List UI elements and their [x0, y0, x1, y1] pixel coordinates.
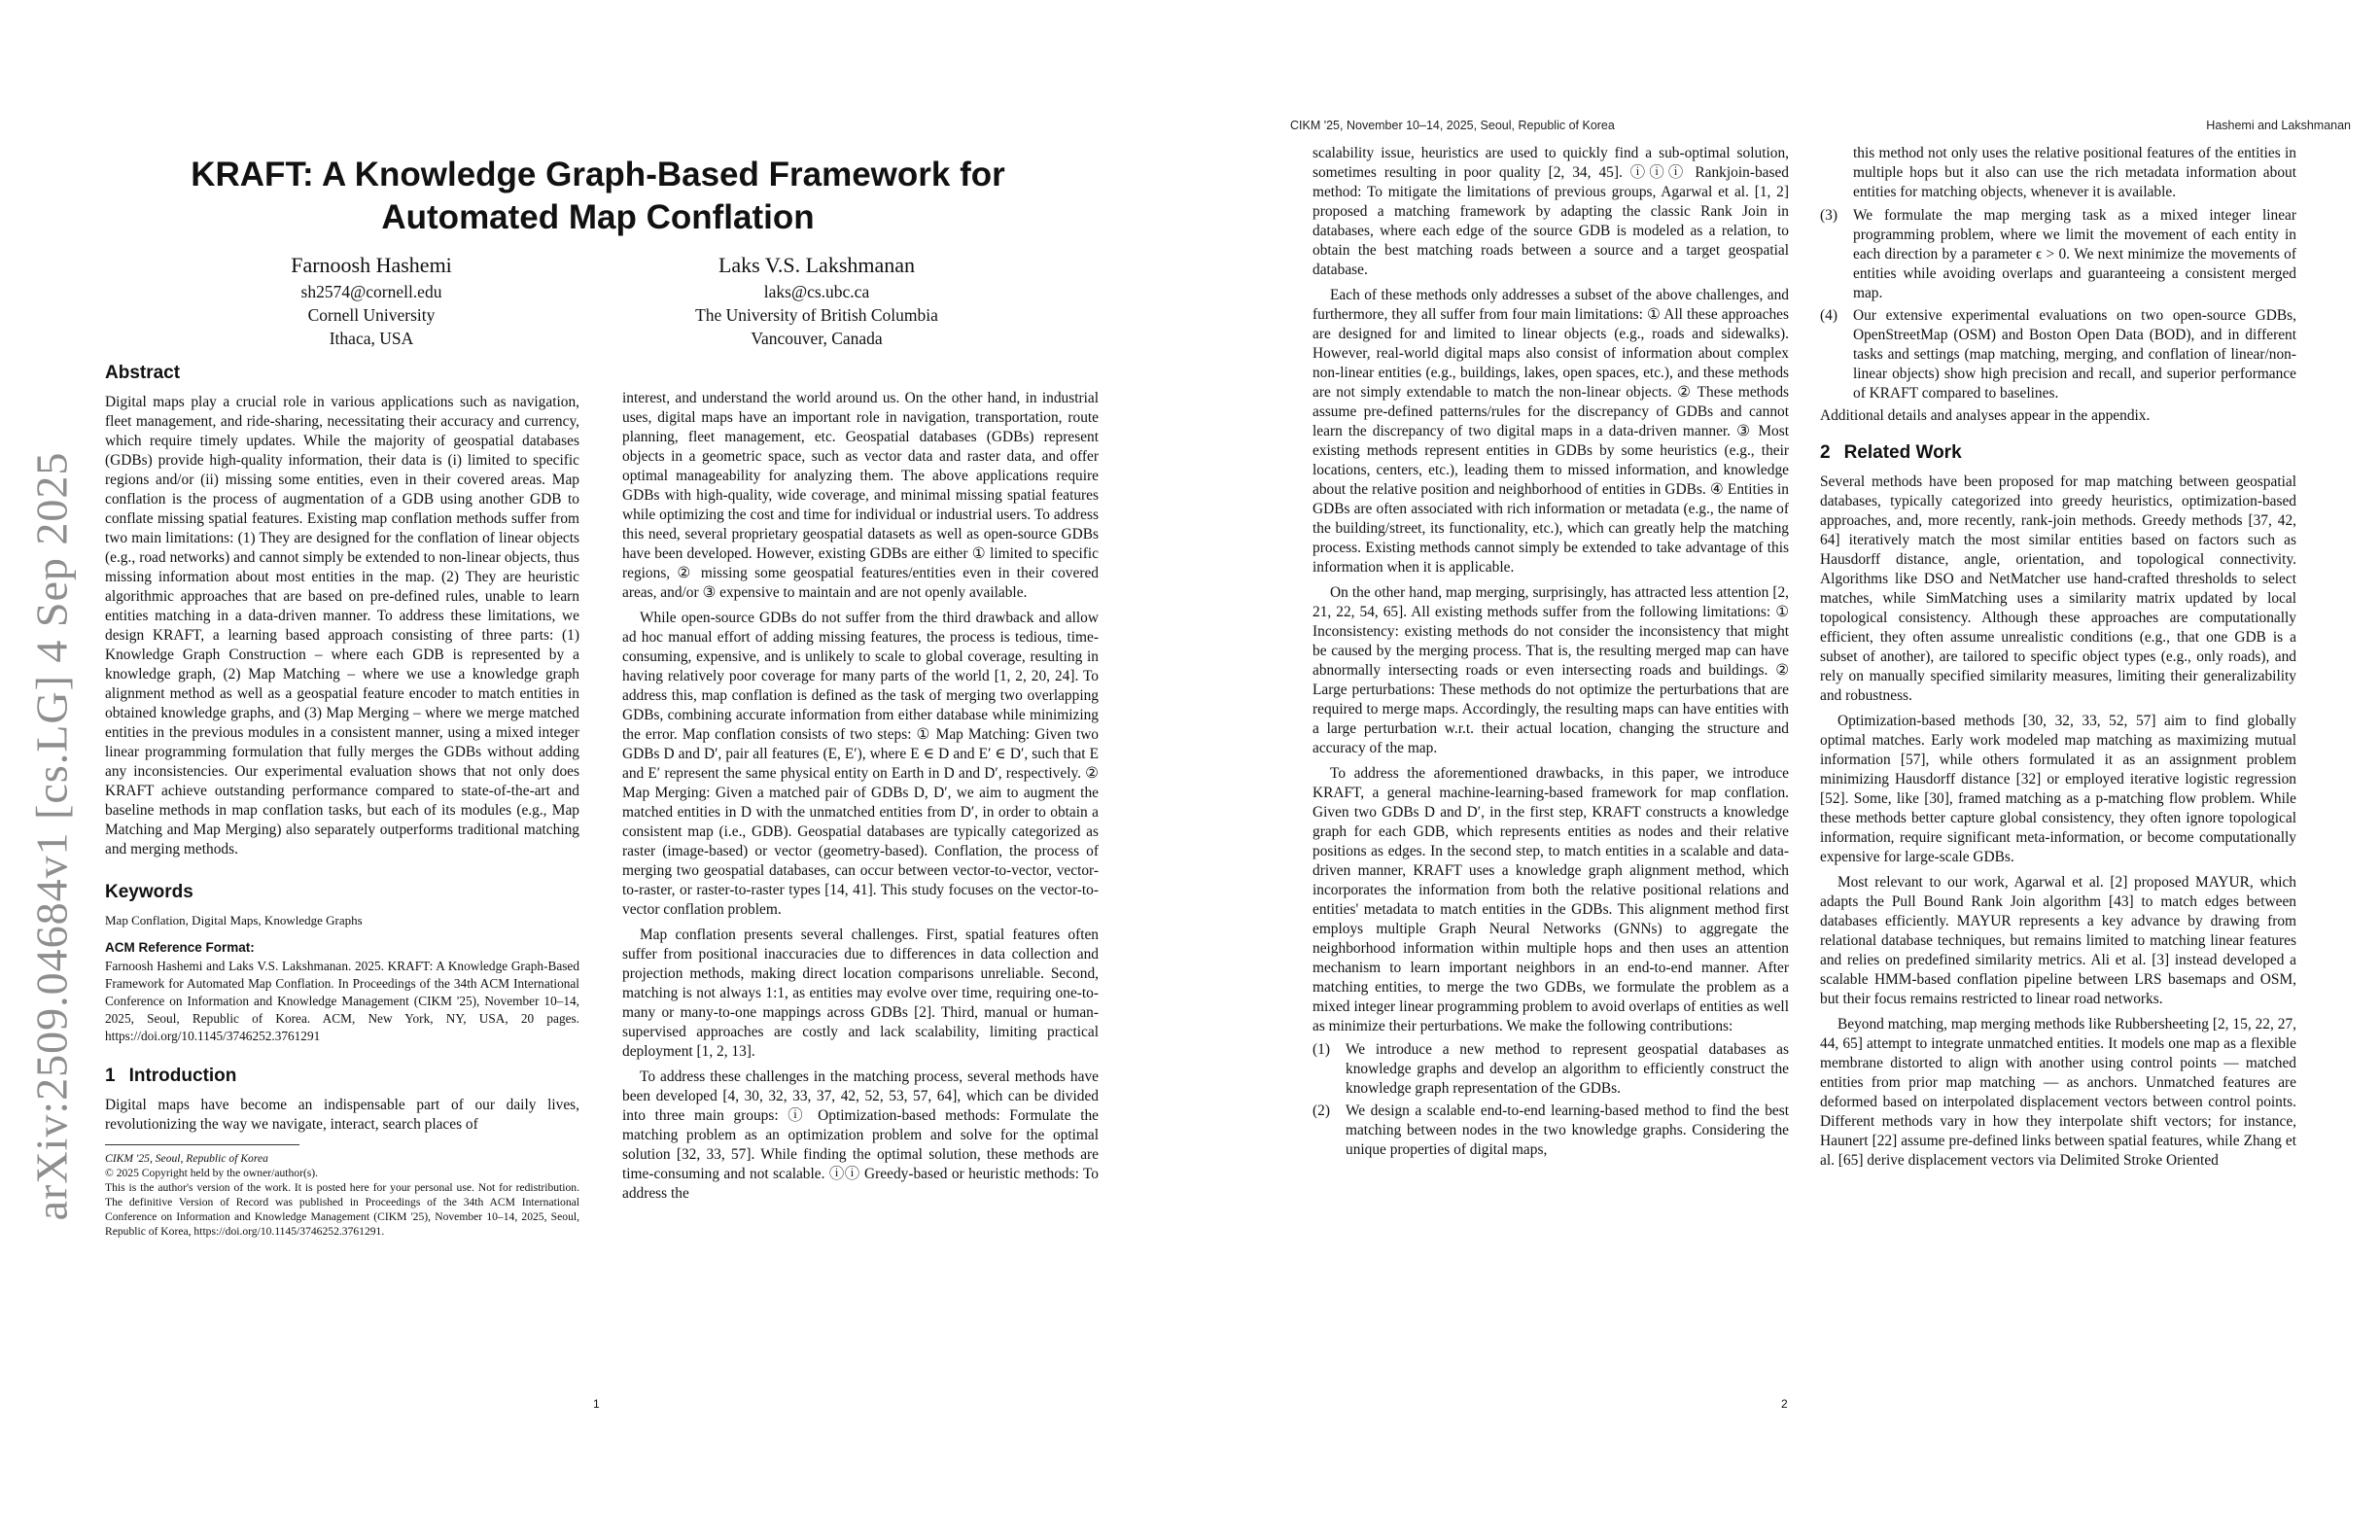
page1-right-column [622, 389, 1099, 1204]
paper-title: KRAFT: A Knowledge Graph-Based Framework for Automated Map Conflation [191, 156, 1005, 236]
author-email: sh2574@cornell.edu [300, 282, 442, 301]
body-paragraph: While open-source GDBs do not suffer from the third drawback and allow ad hoc manual effort of adding missing features, the process is tedious, time-consuming, expensive, and is unlikely to scale to global coverage, resulting in having relatively poor coverage for many parts of the world [1, 2, 20, 24]. To address this, map conflation is defined as the task of merging two overlapping GDBs, combining accurate information from either database while minimizing the error. Map conflation consists of two steps: ① Map Matching: Given two GDBs D and D′, pair all features (E, E′), where E ∈ D and E′ ∈ D′, such that E and E′ represent the same physical entity on Earth in D and D′, respectively. ② Map Merging: Given a matched pair of GDBs D, D′, we aim to augment the matched entities in D with the unmatched entities from D′, in order to obtain a consistent map (i.e., GDB). Geospatial databases are typically categorized as raster (image-based) or vector (geometry-based). Conflation, the process of merging two geospatial databases, can occur between vector-to-vector, vector-to-raster, or raster-to-raster types [14, 41]. This study focuses on the vector-to-vector conflation problem. [622, 610, 1099, 918]
footnote-venue: CIKM '25, Seoul, Republic of Korea [105, 1152, 268, 1165]
list-item [1820, 206, 2296, 303]
section-title: Related Work [1843, 442, 1962, 463]
abstract-heading: Abstract [105, 363, 181, 383]
related-work-heading [1820, 441, 2296, 465]
list-item-text: We design a scalable end-to-end learning-based method to find the best matching between nodes in the two knowledge graphs. Considering the unique properties of digital maps, [1346, 1102, 1789, 1158]
body-paragraph: Beyond matching, map merging methods like Rubbersheeting [2, 15, 22, 27, 44, 65] attempt to integrate unmatched entities. It models one map as a flexible membrane distorted to align with another using control points — matched entities from prior map matching — as anchors. Unmatched features are deformed based on interpolated displacement vectors between control points. Different methods vary in how they interpolate shift vectors; for instance, Haunert [22] assume pre-defined links between spatial features, while Zhang et al. [65] derive displacement vectors via Delimited Stroke Oriented [1820, 1016, 2296, 1169]
section-title: Introduction [128, 1066, 237, 1086]
running-head-left: CIKM '25, November 10–14, 2025, Seoul, Republic of Korea [1290, 119, 1615, 132]
list-number: (4) [1820, 307, 1838, 324]
arxiv-id: arXiv:2509.04684v1 [cs.LG] 4 Sep 2025 [26, 451, 77, 1221]
author-name: Laks V.S. Lakshmanan [718, 253, 916, 277]
body-paragraph: To address these challenges in the matching process, several methods have been developed [4, 30, 32, 33, 37, 42, 52, 53, 57, 64], which can be divided into three main groups: ⓘ Optimization-based methods: Formulate the matching problem as an optimization problem and solve for the optimal solution [32, 33, 57]. While finding the optimal solution, these methods are time-consuming and not scalable. ⓘⓘ Greedy-based or heuristic methods: To address the [622, 1068, 1099, 1202]
body-paragraph: Map conflation presents several challenges. First, spatial features often suffer from positional inaccuracies due to differences in data collection and projection methods, making direct location comparisons unreliable. Second, matching is not always 1:1, as entities may evolve over time, requiring one-to-many or many-to-one mappings across GDBs [2]. Third, manual or human-supervised approaches are costly and lack scalability, limiting practical deployment [1, 2, 13]. [622, 927, 1099, 1060]
author-block-2 [622, 251, 1011, 350]
page-number: 2 [1781, 1397, 1788, 1411]
body-paragraph: On the other hand, map merging, surprisingly, has attracted less attention [2, 21, 22, 54, 65]. All existing methods suffer from the following limitations: ① Inconsistency: existing methods do not consider the inconsistency that might be caused by the merging process. That is, the resulting merged map can have abnormally intersecting roads or even intersecting roads and buildings. ② Large perturbations: These methods do not optimize the perturbations that are required to merge maps. Accordingly, the resulting maps can have entities with a large perturbation w.r.t. their actual location, changing the structure and accuracy of the map. [1312, 584, 1789, 756]
body-paragraph: interest, and understand the world around us. On the other hand, in industrial uses, digital maps have an important role in navigation, transportation, route planning, fleet management, etc. Geospatial databases (GDBs) represent objects in a geometric space, such as vector data and raster data, and offer optimal manageability for analyzing them. The above applications require GDBs with high-quality, wide coverage, and minimal missing spatial features while optimizing the cost and time for individual or industrial users. To address this need, several proprietary geospatial datasets as well as open-source GDBs have been developed. However, existing GDBs are either ① limited to specific regions, ② missing some geospatial features/entities even in their covered areas, and/or ③ expensive to maintain and are not openly available. [622, 390, 1099, 601]
body-paragraph: scalability issue, heuristics are used to quickly find a sub-optimal solution, sometimes resulting in poor quality [2, 34, 45]. ⓘⓘⓘ Rankjoin-based method: To mitigate the limitations of previous groups, Agarwal et al. [1, 2] proposed a matching framework by adapting the classic Rank Join in databases, where each edge of the source GDB is modeled as a relation, to obtain the best matching roads between a source and a target geospatial database. [1312, 145, 1789, 278]
list-item [1312, 1102, 1789, 1160]
list-item-text: We formulate the map merging task as a mixed integer linear programming problem, where we limit the movement of each entity in each direction by a parameter ϵ > 0. We next minimize the movements of entities while avoiding overlaps and guaranteeing a consistent merged map. [1853, 207, 2296, 301]
author-affiliation: The University of British Columbia [695, 305, 938, 325]
footnote-rule [105, 1144, 299, 1145]
body-paragraph: Most relevant to our work, Agarwal et al. [2] proposed MAYUR, which adapts the Pull Bound Rank Join algorithm [43] to match edges between databases efficiently. MAYUR represents a key advance by drawing from relational database techniques, but remains limited to matching linear features and relies on predefined similarity metrics. Ali et al. [3] instead developed a scalable HMM-based conflation pipeline between LRS basemaps and OSM, but their focus remains restricted to linear road networks. [1820, 874, 2296, 1007]
abstract-text: Digital maps play a crucial role in various applications such as navigation, fleet management, and ride-sharing, necessitating their accuracy and currency, which require timely updates. While the majority of geospatial databases (GDBs) provide high-quality information, their data is (i) limited to specific regions and/or (ii) missing some entities, even in their covered areas. Map conflation is the process of augmentation of a GDB using another GDB to conflate missing spatial features. Existing map conflation methods suffer from two main limitations: (1) They are designed for the conflation of linear objects (e.g., road networks) and cannot simply be extended to non-linear objects, thus missing information about most entities in the map. (2) They are heuristic algorithmic approaches that are based on pre-defined rules, unable to learn entities matching in a data-driven manner. To address these limitations, we design KRAFT, a learning based approach consisting of three parts: (1) Knowledge Graph Construction – where each GDB is represented by a knowledge graph, (2) Map Matching – where we use a knowledge graph alignment method as well as a geospatial feature encoder to match entities in obtained knowledge graphs, and (3) Map Merging – where we merge matched entities in the previous modules in a consistent manner, using a mixed integer linear programming formulation that fully merges the GDBs without adding any inconsistencies. Our experimental evaluation shows that not only does KRAFT achieve outstanding performance compared to state-of-the-art and baseline methods in map conflation tasks, but each of its modules (e.g., Map Matching and Map Merging) also separately outperforms traditional matching and merging methods. [105, 394, 579, 858]
list-item [1820, 306, 2296, 403]
footnote-copyright: © 2025 Copyright held by the owner/author(s). [105, 1167, 319, 1179]
section-number: 1 [105, 1066, 116, 1086]
body-paragraph: Each of these methods only addresses a subset of the above challenges, and furthermore, they all suffer from four main limitations: ① All these approaches are designed for and limited to linear objects (e.g., roads and sidewalks). However, real-world digital maps also consist of information about complex non-linear entities (e.g., buildings, lakes, open spaces, etc.), and these methods are not simply extendable to match the non-linear objects. ② These methods assume pre-defined patterns/rules for the discrepancy of GDBs and cannot learn the discrepancy of two digital maps in a data-driven manner. ③ Most existing methods represent entities in GDBs by some heuristics (e.g., their locations, centers, etc.), leading them to missed information, and knowledge about the relative position and neighborhood of entities in GDBs. ④ Entities in GDBs are often associated with rich information or metadata (e.g., the name of the building/street, its functionality, etc.), which can greatly help the matching process. Existing methods cannot simply be extended to take advantage of this information when it is applicable. [1312, 287, 1789, 576]
keywords-heading: Keywords [105, 882, 193, 902]
contributions-list-continued [1820, 206, 2296, 403]
author-location: Vancouver, Canada [751, 329, 883, 348]
list-item [1312, 1040, 1789, 1099]
keywords-text: Map Conflation, Digital Maps, Knowledge Graphs [105, 913, 363, 928]
list-number: (1) [1312, 1041, 1330, 1058]
list-item-text: We introduce a new method to represent geospatial databases as knowledge graphs and develop an algorithm to efficiently construct the knowledge graph representation of the GDBs. [1346, 1041, 1789, 1097]
footnote-text: This is the author's version of the work. It is posted here for your personal use. Not for redistribution. The definitive Version of Record was published in Proceedings of the 34th ACM International Conference on Information and Knowledge Management (CIKM '25), November 10–14, 2025, Seoul, Republic of Korea, https://doi.org/10.1145/3746252.3761291. [105, 1181, 579, 1238]
author-block-1 [177, 251, 566, 350]
list-item-text: Our extensive experimental evaluations on two open-source GDBs, OpenStreetMap (OSM) and Boston Open Data (BOD), and in different tasks and settings (map matching, merging, and conflation of linear/non-linear objects) show high precision and recall, and superior performance of KRAFT compared to baselines. [1853, 307, 2296, 402]
running-head-right: Hashemi and Lakshmanan [2206, 119, 2351, 132]
paper-page-2 [1190, 0, 2380, 1540]
body-paragraph: Several methods have been proposed for map matching between geospatial databases, typically categorized into greedy heuristics, optimization-based approaches, and, more recently, rank-join methods. Greedy methods [37, 42, 64] iteratively match the most similar entities based on factors such as Hausdorff distance, angle, orientation, and topological connectivity. Algorithms like DSO and NetMatcher use hand-crafted thresholds to select matches, while SimMatching uses a similarity matrix updated by local topological consistency. Although these approaches are computationally efficient, they often assume unrealistic conditions (e.g., that one GDB is a subset of another), are tailored to specific object types (e.g., only roads), and rely on manually specified similarity measures, limiting their generalizability and robustness. [1820, 473, 2296, 704]
intro-paragraph-1: Digital maps have become an indispensable part of our daily lives, revolutionizing the way we navigate, interact, search places of [105, 1097, 579, 1133]
page2-left-column [1312, 144, 1789, 1163]
list-number: (3) [1820, 207, 1838, 224]
author-name: Farnoosh Hashemi [291, 253, 452, 277]
author-affiliation: Cornell University [307, 305, 436, 325]
list-item-continued: this method not only uses the relative positional features of the entities in multiple hops but it also can use the rich metadata information about entities for matching objects, whenever it is available. [1853, 145, 2296, 200]
page2-right-column [1820, 144, 2296, 1171]
section-number: 2 [1820, 442, 1831, 463]
contributions-list [1312, 1040, 1789, 1160]
body-paragraph: To address the aforementioned drawbacks, in this paper, we introduce KRAFT, a general machine-learning-based framework for map conflation. Given two GDBs D and D′, in the first step, KRAFT constructs a knowledge graph for each GDB, which represents entities as nodes and their relative positions as edges. In the second step, to match entities in a scalable and data-driven manner, KRAFT uses a knowledge graph alignment method, which incorporates the information from both the relative positional relations and entities' metadata to match entities in the GDBs. This alignment method first employs multiple Graph Neural Networks (GNNs) to aggregate the neighborhood information within multiple hops and then uses an attention mechanism to learn important neighbors in an end-to-end manner. After matching entities, to merge the two GDBs, we formulate the problem as a mixed integer linear programming problem to avoid overlaps of entities as well as minimize their perturbations. We make the following contributions: [1312, 765, 1789, 1034]
body-paragraph: Additional details and analyses appear in the appendix. [1820, 407, 2151, 424]
author-email: laks@cs.ubc.ca [763, 282, 870, 301]
acm-reference-text: Farnoosh Hashemi and Laks V.S. Lakshmanan. 2025. KRAFT: A Knowledge Graph-Based Framework for Automated Map Conflation. In Proceedings of the 34th ACM International Conference on Information and Knowledge Management (CIKM '25), November 10–14, 2025, Seoul, Republic of Korea. ACM, New York, NY, USA, 20 pages. https://doi.org/10.1145/3746252.3761291 [105, 959, 579, 1043]
acm-reference-heading: ACM Reference Format: [105, 940, 255, 955]
page-number: 1 [593, 1397, 600, 1411]
page1-left-column [105, 362, 579, 1239]
body-paragraph: Optimization-based methods [30, 32, 33, 52, 57] aim to find globally optimal matches. Early work modeled map matching as maximizing mutual information [57], while others formulated it as an assignment problem minimizing Hausdorff distance [32] or employed iterative logistic regression [52]. Some, like [30], framed matching as a p-matching flow problem. While these methods better capture global consistency, they often ignore topological information, require significant meta-information, or become computationally expensive for large-scale GDBs. [1820, 713, 2296, 865]
list-number: (2) [1312, 1102, 1330, 1119]
introduction-heading [105, 1065, 579, 1088]
author-location: Ithaca, USA [329, 329, 414, 348]
arxiv-sidebar-stamp [8, 447, 95, 1225]
